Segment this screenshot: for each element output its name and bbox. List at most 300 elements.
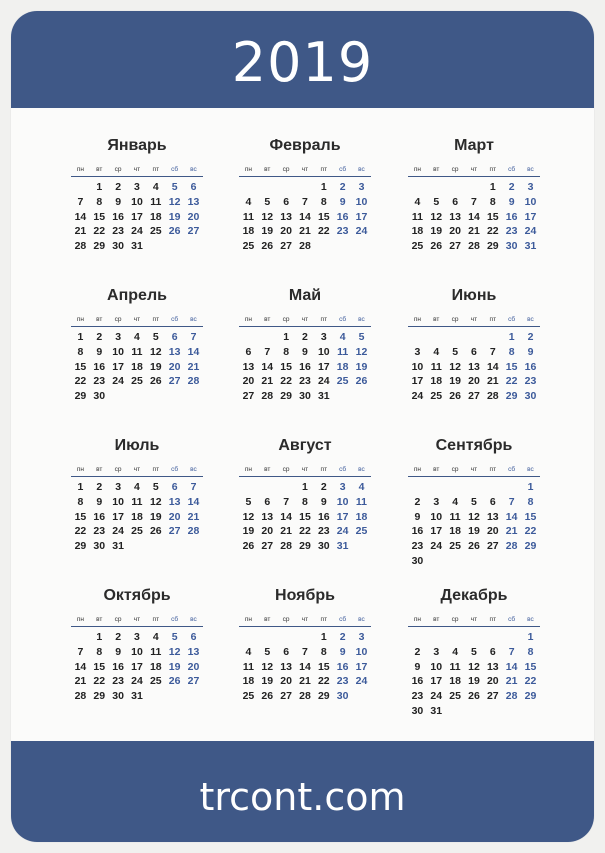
- day-cell: 27: [168, 375, 181, 388]
- weekday-label: пн: [76, 616, 84, 623]
- day-cell: 14: [299, 210, 311, 223]
- day-cell: 25: [355, 525, 368, 538]
- empty-cell: [465, 480, 484, 495]
- day-cell: 6: [283, 645, 290, 658]
- footer-band: [11, 741, 594, 842]
- empty-cell: [483, 330, 502, 345]
- day-cell: 20: [280, 675, 292, 688]
- weekday-label: сб: [508, 616, 516, 623]
- day-cell: 20: [187, 660, 200, 673]
- day-cell: 24: [131, 675, 143, 688]
- day-cell: 18: [149, 660, 162, 673]
- empty-cell: [502, 480, 521, 495]
- day-cell: 28: [261, 390, 274, 403]
- day-cell: 4: [152, 181, 159, 193]
- weekday-label: ср: [114, 616, 122, 623]
- empty-cell: [502, 630, 521, 645]
- weekday-label: ср: [282, 316, 290, 323]
- day-cell: 12: [261, 210, 274, 223]
- day-cell: 9: [302, 345, 308, 358]
- day-cell: 26: [355, 375, 368, 388]
- day-cell: 25: [131, 375, 143, 388]
- day-cell: 4: [452, 645, 459, 658]
- weekday-label: чт: [133, 316, 141, 323]
- day-cell: 21: [468, 225, 480, 238]
- day-cell: 1: [489, 181, 496, 193]
- day-cell: 11: [242, 660, 254, 673]
- day-cell: 25: [242, 240, 255, 253]
- day-cell: 9: [115, 195, 122, 208]
- day-cell: 23: [317, 525, 330, 538]
- day-cell: 28: [74, 690, 87, 703]
- day-cell: 7: [77, 645, 84, 658]
- weekday-header: [239, 165, 371, 177]
- day-cell: 15: [93, 210, 106, 223]
- day-cell: 3: [134, 181, 140, 193]
- day-cell: 29: [299, 540, 311, 553]
- weekday-label: ср: [114, 166, 122, 173]
- weekday-label: пт: [152, 616, 160, 623]
- day-cell: 21: [74, 675, 87, 688]
- day-cell: 7: [508, 645, 515, 658]
- day-cell: 30: [317, 540, 330, 553]
- weekday-label: пт: [152, 166, 160, 173]
- day-cell: 4: [358, 481, 365, 493]
- month-block: [239, 136, 371, 254]
- day-cell: 25: [336, 375, 349, 388]
- day-cell: 11: [449, 660, 461, 673]
- month-block: [71, 586, 203, 704]
- day-cell: 25: [430, 390, 443, 403]
- month-block: [408, 136, 540, 254]
- calendar-card: [11, 11, 594, 842]
- day-cell: 31: [131, 240, 143, 253]
- weekday-label: сб: [171, 616, 179, 623]
- day-cell: 13: [468, 360, 480, 373]
- empty-cell: [258, 180, 277, 195]
- day-cell: 23: [112, 225, 124, 238]
- weekday-label: сб: [339, 466, 347, 473]
- day-cell: 19: [430, 225, 443, 238]
- weekday-label: пт: [489, 466, 497, 473]
- day-cell: 13: [168, 345, 181, 358]
- weekday-header: [71, 165, 203, 177]
- day-cell: 15: [505, 360, 518, 373]
- day-cell: 10: [336, 495, 349, 508]
- day-cell: 26: [468, 690, 480, 703]
- day-cell: 17: [336, 510, 349, 523]
- day-cell: 6: [283, 195, 290, 208]
- day-cell: 27: [242, 390, 255, 403]
- month-block: [408, 586, 540, 719]
- weekday-label: вс: [358, 166, 365, 173]
- day-cell: 16: [411, 525, 424, 538]
- day-cell: 21: [299, 225, 311, 238]
- day-cell: 24: [411, 390, 424, 403]
- weekday-label: чт: [470, 466, 478, 473]
- day-cell: 5: [452, 345, 459, 358]
- day-cell: 31: [524, 240, 537, 253]
- day-cell: 18: [449, 525, 461, 538]
- day-cell: 20: [187, 210, 200, 223]
- day-cell: 16: [336, 210, 349, 223]
- day-cell: 26: [449, 390, 461, 403]
- day-cell: 17: [524, 210, 537, 223]
- day-cell: 20: [486, 675, 499, 688]
- day-cell: 2: [339, 631, 346, 643]
- day-cell: 31: [112, 540, 124, 553]
- day-cell: 14: [261, 360, 274, 373]
- day-cell: 5: [171, 631, 178, 643]
- day-cell: 17: [317, 360, 330, 373]
- months-grid: [11, 108, 594, 741]
- month-block: [239, 586, 371, 704]
- day-cell: 8: [96, 195, 103, 208]
- weekday-label: ср: [114, 466, 122, 473]
- day-cell: 2: [414, 645, 421, 658]
- day-cell: 3: [320, 331, 327, 343]
- day-cell: 4: [339, 331, 346, 343]
- weekday-label: вт: [96, 616, 103, 623]
- day-cell: 24: [355, 225, 368, 238]
- day-cell: 10: [355, 195, 368, 208]
- day-cell: 30: [93, 390, 106, 403]
- day-cell: 14: [280, 510, 292, 523]
- weekday-label: ср: [451, 316, 459, 323]
- weekday-label: ср: [114, 316, 122, 323]
- day-cell: 17: [131, 210, 143, 223]
- empty-cell: [258, 630, 277, 645]
- days-grid: [408, 330, 540, 404]
- day-cell: 23: [505, 225, 518, 238]
- day-cell: 12: [168, 645, 181, 658]
- day-cell: 28: [187, 375, 200, 388]
- day-cell: 17: [355, 660, 368, 673]
- empty-cell: [296, 180, 315, 195]
- day-cell: 18: [131, 510, 143, 523]
- day-cell: 2: [339, 181, 346, 193]
- day-cell: 31: [131, 690, 143, 703]
- day-cell: 17: [112, 360, 124, 373]
- day-cell: 10: [131, 195, 143, 208]
- weekday-header: [71, 465, 203, 477]
- day-cell: 11: [411, 210, 423, 223]
- day-cell: 24: [336, 525, 349, 538]
- day-cell: 13: [261, 510, 274, 523]
- day-cell: 8: [77, 495, 84, 508]
- empty-cell: [446, 480, 465, 495]
- day-cell: 16: [317, 510, 330, 523]
- day-cell: 18: [131, 360, 143, 373]
- day-cell: 18: [336, 360, 349, 373]
- day-cell: 15: [317, 210, 330, 223]
- day-cell: 27: [280, 240, 292, 253]
- day-cell: 12: [149, 345, 162, 358]
- days-grid: [71, 180, 203, 254]
- day-cell: 25: [449, 540, 461, 553]
- day-cell: 7: [190, 331, 197, 343]
- day-cell: 10: [430, 510, 443, 523]
- day-cell: 14: [187, 345, 200, 358]
- empty-cell: [427, 330, 446, 345]
- day-cell: 13: [486, 510, 499, 523]
- day-cell: 16: [299, 360, 311, 373]
- day-cell: 6: [264, 495, 271, 508]
- weekday-label: чт: [470, 616, 478, 623]
- month-block: [239, 436, 371, 554]
- day-cell: 27: [187, 225, 200, 238]
- day-cell: 26: [149, 525, 162, 538]
- day-cell: 2: [527, 331, 534, 343]
- day-cell: 6: [471, 345, 477, 358]
- day-cell: 2: [115, 181, 122, 193]
- day-cell: 4: [134, 331, 140, 343]
- days-grid: [239, 630, 371, 704]
- day-cell: 9: [339, 195, 346, 208]
- weekday-label: чт: [470, 166, 478, 173]
- empty-cell: [483, 630, 502, 645]
- month-block: [408, 286, 540, 404]
- weekday-label: пн: [244, 166, 252, 173]
- weekday-label: пн: [413, 316, 421, 323]
- day-cell: 16: [112, 660, 124, 673]
- day-cell: 19: [468, 525, 480, 538]
- day-cell: 22: [486, 225, 499, 238]
- weekday-label: вс: [358, 466, 365, 473]
- day-cell: 12: [242, 510, 255, 523]
- empty-cell: [446, 630, 465, 645]
- day-cell: 16: [505, 210, 518, 223]
- day-cell: 21: [280, 525, 292, 538]
- day-cell: 19: [168, 660, 181, 673]
- day-cell: 5: [471, 495, 477, 508]
- day-cell: 21: [187, 360, 200, 373]
- day-cell: 24: [317, 375, 330, 388]
- empty-cell: [427, 480, 446, 495]
- day-cell: 8: [320, 195, 327, 208]
- empty-cell: [427, 630, 446, 645]
- day-cell: 5: [433, 195, 440, 208]
- day-cell: 8: [320, 645, 327, 658]
- weekday-label: чт: [301, 166, 309, 173]
- weekday-label: вс: [527, 466, 534, 473]
- day-cell: 7: [302, 195, 308, 208]
- day-cell: 30: [524, 390, 537, 403]
- day-cell: 1: [527, 481, 534, 493]
- day-cell: 5: [471, 645, 477, 658]
- day-cell: 14: [299, 660, 311, 673]
- weekday-label: вт: [433, 316, 440, 323]
- day-cell: 17: [355, 210, 368, 223]
- day-cell: 16: [524, 360, 537, 373]
- day-cell: 24: [430, 540, 443, 553]
- day-cell: 24: [524, 225, 537, 238]
- month-name: Октябрь: [103, 587, 171, 604]
- day-cell: 27: [468, 390, 480, 403]
- day-cell: 23: [93, 525, 106, 538]
- month-name: Апрель: [107, 287, 167, 304]
- weekday-header: [408, 615, 540, 627]
- weekday-label: вс: [358, 616, 365, 623]
- month-name: Декабрь: [440, 587, 508, 604]
- day-cell: 26: [149, 375, 162, 388]
- day-cell: 3: [115, 481, 122, 493]
- day-cell: 19: [168, 210, 181, 223]
- day-cell: 15: [317, 660, 330, 673]
- days-grid: [239, 180, 371, 254]
- day-cell: 10: [430, 660, 443, 673]
- day-cell: 12: [355, 345, 368, 358]
- empty-cell: [258, 330, 277, 345]
- weekday-label: вт: [264, 166, 271, 173]
- day-cell: 27: [486, 690, 499, 703]
- empty-cell: [408, 330, 427, 345]
- day-cell: 25: [131, 525, 143, 538]
- weekday-label: вт: [264, 316, 271, 323]
- month-name: Май: [288, 287, 322, 304]
- day-cell: 28: [486, 390, 499, 403]
- website-link[interactable]: trcont.com: [199, 774, 406, 819]
- day-cell: 1: [96, 181, 103, 193]
- day-cell: 19: [261, 225, 274, 238]
- days-grid: [408, 180, 540, 254]
- day-cell: 7: [264, 345, 271, 358]
- day-cell: 25: [242, 690, 255, 703]
- day-cell: 22: [74, 525, 87, 538]
- day-cell: 9: [320, 495, 327, 508]
- day-cell: 15: [486, 210, 499, 223]
- month-block: [71, 136, 203, 254]
- day-cell: 26: [261, 240, 274, 253]
- day-cell: 3: [527, 181, 534, 193]
- day-cell: 24: [430, 690, 443, 703]
- day-cell: 13: [187, 645, 200, 658]
- day-cell: 12: [468, 660, 480, 673]
- day-cell: 4: [452, 495, 459, 508]
- empty-cell: [239, 630, 258, 645]
- day-cell: 30: [112, 690, 124, 703]
- day-cell: 5: [152, 331, 159, 343]
- day-cell: 25: [149, 225, 162, 238]
- month-name: Ноябрь: [275, 587, 335, 604]
- day-cell: 29: [93, 690, 106, 703]
- day-cell: 28: [74, 240, 87, 253]
- day-cell: 28: [505, 540, 518, 553]
- empty-cell: [446, 180, 465, 195]
- weekday-label: вс: [190, 316, 197, 323]
- weekday-header: [71, 315, 203, 327]
- weekday-label: пн: [413, 616, 421, 623]
- weekday-label: пн: [76, 466, 84, 473]
- day-cell: 13: [187, 195, 200, 208]
- day-cell: 10: [411, 360, 424, 373]
- empty-cell: [239, 480, 258, 495]
- day-cell: 22: [299, 525, 311, 538]
- day-cell: 29: [524, 540, 537, 553]
- day-cell: 20: [449, 225, 461, 238]
- month-name: Июль: [114, 437, 160, 454]
- day-cell: 14: [187, 495, 200, 508]
- weekday-label: вт: [264, 616, 271, 623]
- day-cell: 8: [96, 645, 103, 658]
- day-cell: 4: [134, 481, 140, 493]
- empty-cell: [277, 180, 296, 195]
- day-cell: 27: [449, 240, 461, 253]
- day-cell: 29: [74, 390, 87, 403]
- day-cell: 27: [486, 540, 499, 553]
- day-cell: 6: [171, 481, 178, 493]
- day-cell: 2: [96, 331, 103, 343]
- day-cell: 29: [93, 240, 106, 253]
- weekday-header: [71, 615, 203, 627]
- day-cell: 27: [280, 690, 292, 703]
- day-cell: 18: [411, 225, 424, 238]
- day-cell: 29: [486, 240, 499, 253]
- day-cell: 21: [505, 525, 518, 538]
- day-cell: 22: [93, 225, 106, 238]
- day-cell: 11: [430, 360, 442, 373]
- weekday-label: вс: [190, 466, 197, 473]
- day-cell: 6: [190, 181, 197, 193]
- weekday-label: пн: [76, 166, 84, 173]
- empty-cell: [427, 180, 446, 195]
- day-cell: 5: [264, 195, 271, 208]
- day-cell: 21: [299, 675, 311, 688]
- day-cell: 3: [358, 181, 365, 193]
- day-cell: 9: [115, 645, 122, 658]
- day-cell: 25: [411, 240, 424, 253]
- day-cell: 11: [337, 345, 349, 358]
- weekday-label: чт: [301, 316, 309, 323]
- day-cell: 26: [261, 690, 274, 703]
- day-cell: 19: [355, 360, 368, 373]
- day-cell: 20: [261, 525, 274, 538]
- day-cell: 23: [299, 375, 311, 388]
- day-cell: 5: [245, 495, 252, 508]
- day-cell: 18: [242, 225, 255, 238]
- day-cell: 30: [299, 390, 311, 403]
- empty-cell: [277, 480, 296, 495]
- day-cell: 22: [74, 375, 87, 388]
- day-cell: 17: [411, 375, 424, 388]
- day-cell: 28: [299, 690, 311, 703]
- day-cell: 12: [430, 210, 443, 223]
- day-cell: 3: [339, 481, 346, 493]
- day-cell: 22: [524, 525, 537, 538]
- day-cell: 3: [358, 631, 365, 643]
- day-cell: 13: [280, 660, 292, 673]
- day-cell: 8: [77, 345, 84, 358]
- day-cell: 1: [320, 631, 327, 643]
- weekday-label: пт: [320, 316, 328, 323]
- day-cell: 22: [317, 675, 330, 688]
- day-cell: 15: [524, 660, 537, 673]
- day-cell: 6: [190, 631, 197, 643]
- weekday-header: [408, 315, 540, 327]
- day-cell: 3: [115, 331, 122, 343]
- year-title: 2019: [231, 31, 374, 94]
- day-cell: 1: [96, 631, 103, 643]
- weekday-header: [408, 165, 540, 177]
- day-cell: 14: [486, 360, 499, 373]
- weekday-label: вс: [190, 616, 197, 623]
- day-cell: 2: [115, 631, 122, 643]
- weekday-label: вт: [433, 466, 440, 473]
- day-cell: 8: [283, 345, 290, 358]
- weekday-label: чт: [301, 616, 309, 623]
- day-cell: 16: [336, 660, 349, 673]
- weekday-header: [239, 465, 371, 477]
